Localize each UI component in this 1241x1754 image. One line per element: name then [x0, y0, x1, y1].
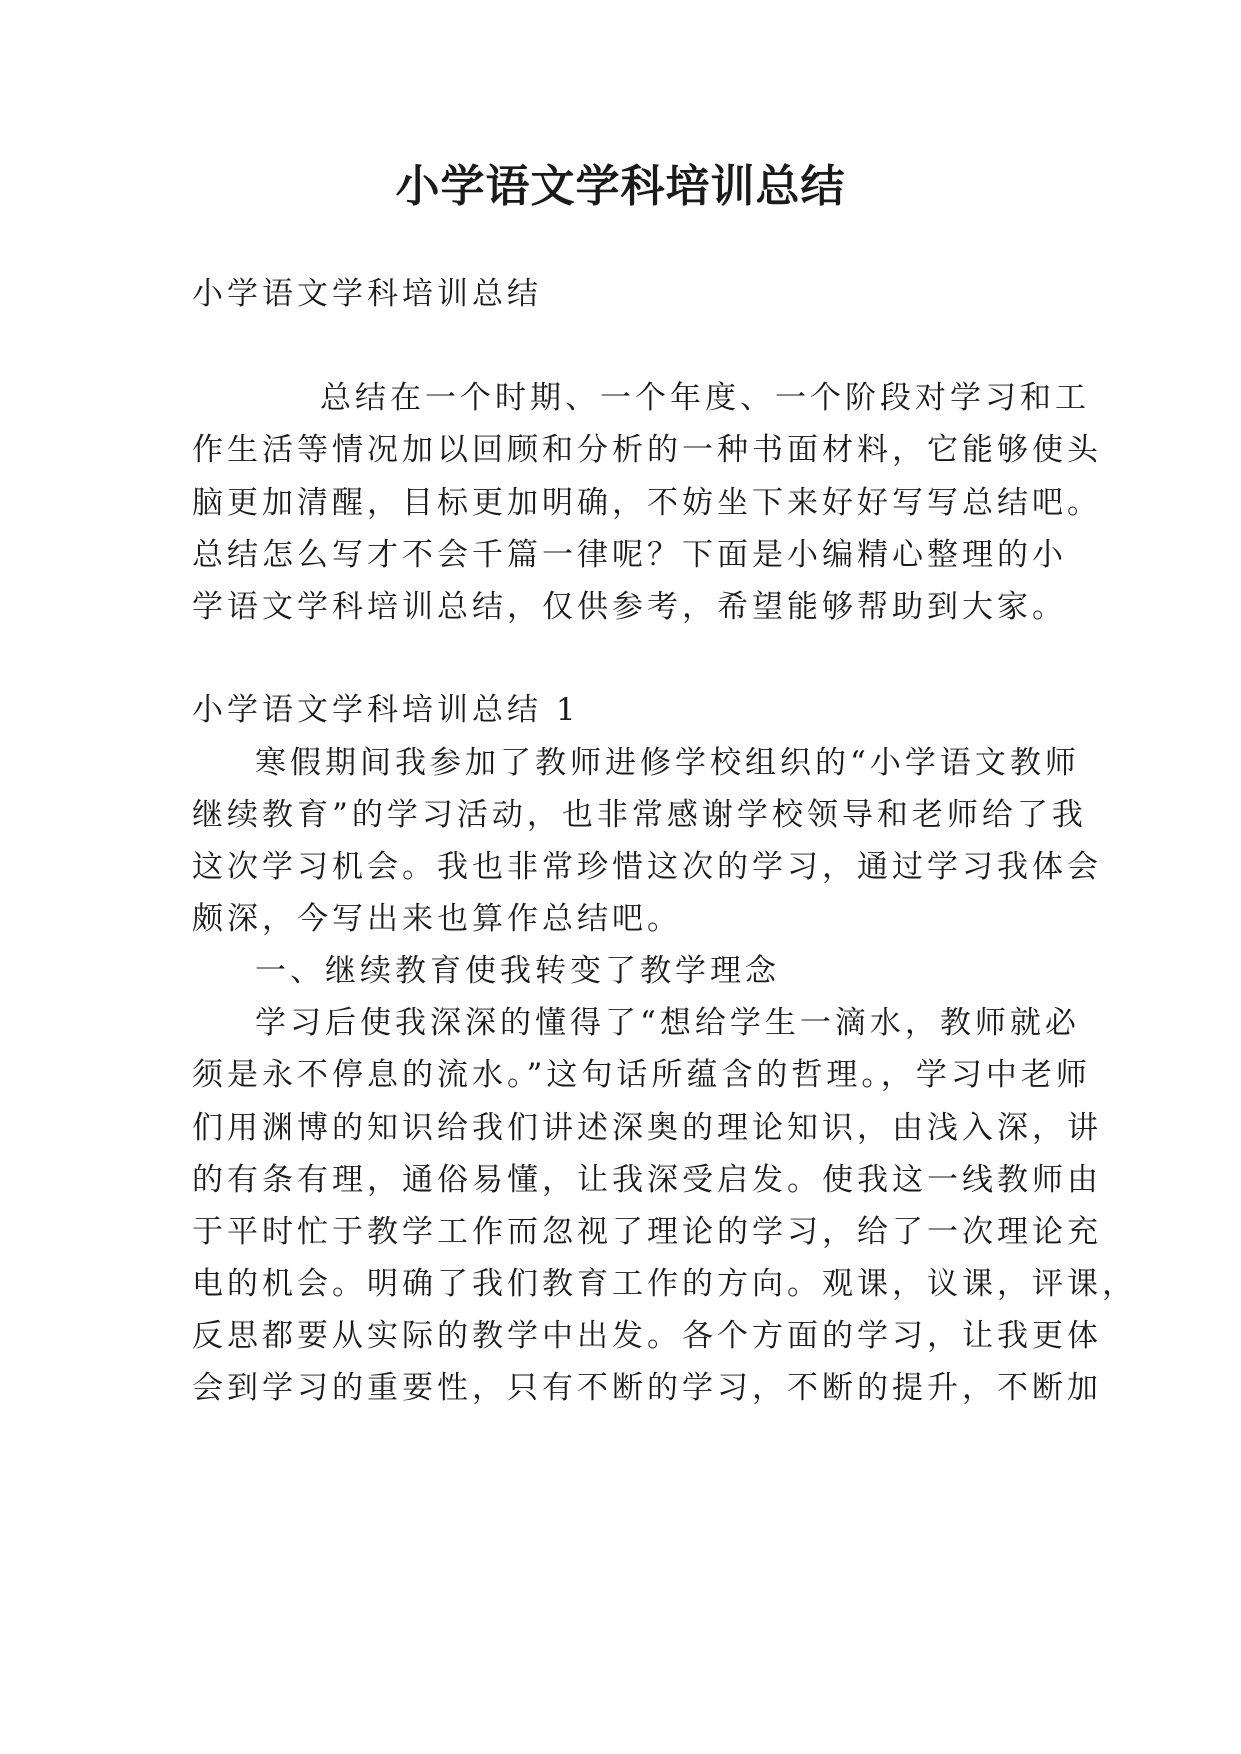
paragraph-line: 们用渊博的知识给我们讲述深奥的理论知识，由浅入深，讲 — [192, 1110, 1102, 1146]
paragraph-line: 继续教育”的学习活动，也非常感谢学校领导和老师给了我 — [192, 797, 1087, 833]
intro-line: 总结怎么写才不会千篇一律呢？下面是小编精心整理的小 — [192, 537, 1067, 573]
paragraph-line: 这次学习机会。我也非常珍惜这次的学习，通过学习我体会 — [192, 849, 1102, 885]
paragraph-line: 寒假期间我参加了教师进修学校组织的“小学语文教师 — [255, 745, 1080, 781]
paragraph-line: 会到学习的重要性，只有不断的学习，不断的提升，不断加 — [192, 1370, 1102, 1406]
intro-line: 脑更加清醒，目标更加明确，不妨坐下来好好写写总结吧。 — [192, 485, 1102, 521]
intro-line: 作生活等情况加以回顾和分析的一种书面材料，它能够使头 — [192, 432, 1102, 468]
document-title: 小学语文学科培训总结 — [395, 161, 846, 212]
paragraph-line: 须是永不停息的流水。”这句话所蕴含的哲理。，学习中老师 — [192, 1057, 1091, 1093]
section-heading: 小学语文学科培训总结 1 — [192, 692, 580, 728]
intro-line: 总结在一个时期、一个年度、一个阶段对学习和工 — [320, 380, 1090, 416]
paragraph-line: 学习后使我深深的懂得了“想给学生一滴水，教师就必 — [255, 1005, 1080, 1041]
document-subtitle: 小学语文学科培训总结 — [192, 276, 542, 312]
point-heading: 一、继续教育使我转变了教学理念 — [255, 953, 780, 989]
intro-line: 学语文学科培训总结，仅供参考，希望能够帮助到大家。 — [192, 589, 1067, 625]
paragraph-line: 反思都要从实际的教学中出发。各个方面的学习，让我更体 — [192, 1318, 1102, 1354]
paragraph-line: 电的机会。明确了我们教育工作的方向。观课，议课，评课， — [192, 1266, 1137, 1302]
paragraph-line: 的有条有理，通俗易懂，让我深受启发。使我这一线教师由 — [192, 1162, 1102, 1198]
paragraph-line: 颇深，今写出来也算作总结吧。 — [192, 901, 682, 937]
paragraph-line: 于平时忙于教学工作而忽视了理论的学习，给了一次理论充 — [192, 1214, 1102, 1250]
